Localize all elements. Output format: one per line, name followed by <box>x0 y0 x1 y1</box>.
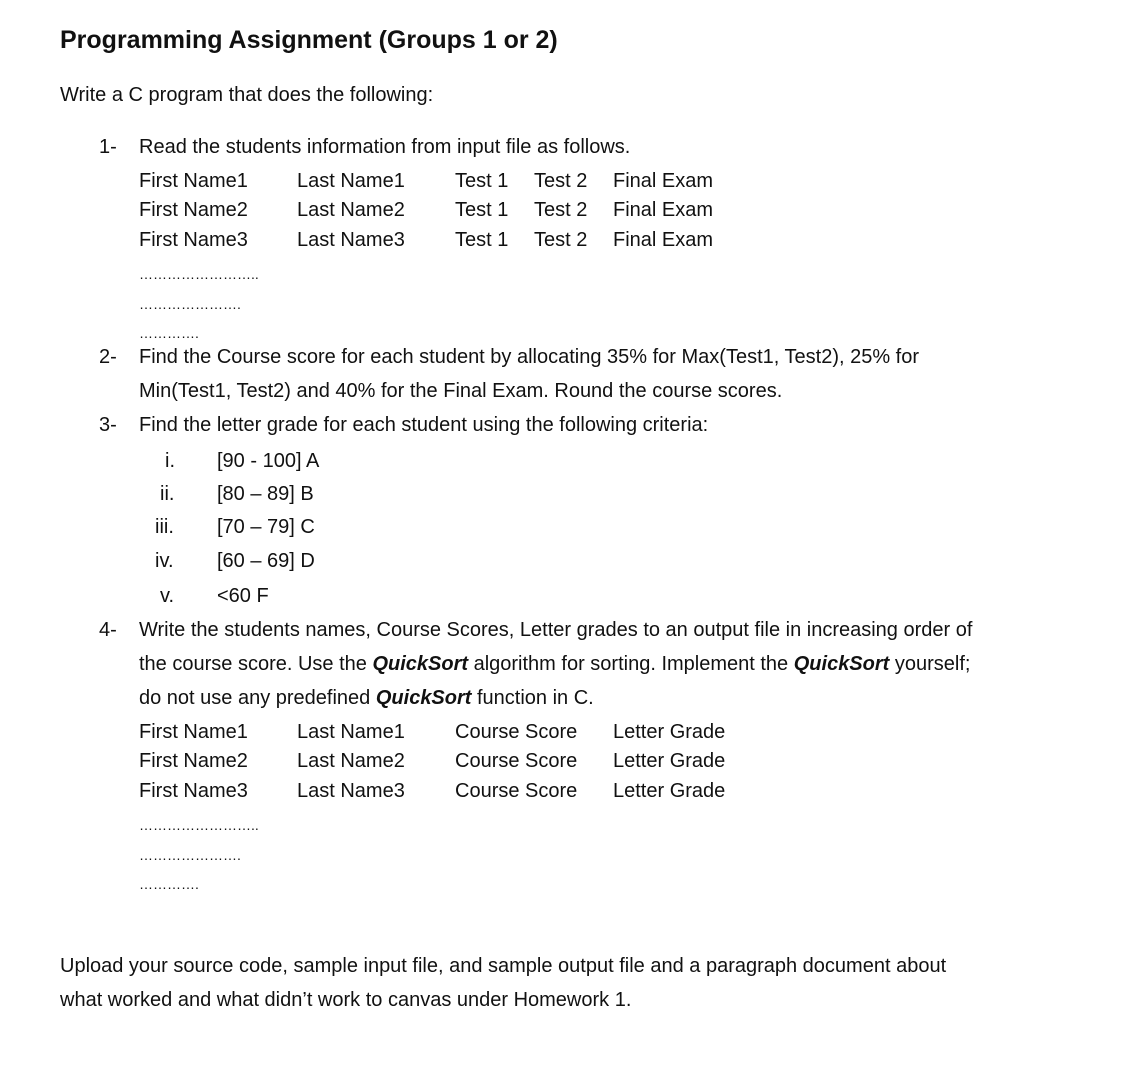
table-cell: Last Name2 <box>297 750 405 772</box>
page-title: Programming Assignment (Groups 1 or 2) <box>60 26 558 54</box>
criteria-text: [70 – 79] C <box>217 516 315 538</box>
table-cell: First Name2 <box>139 199 248 221</box>
criteria-text: [90 - 100] A <box>217 450 320 472</box>
step-text: Find the letter grade for each student using the following criteria: <box>139 414 709 436</box>
table-cell: First Name1 <box>139 721 248 743</box>
step-text: Read the students information from input file as follows. <box>139 136 631 158</box>
table-cell: Last Name2 <box>297 199 405 221</box>
ellipsis-line: …………………. <box>139 296 241 312</box>
step-number: 3- <box>99 414 117 436</box>
ellipsis-line: …………. <box>139 325 199 341</box>
ellipsis-line: …………………….. <box>139 817 259 833</box>
step-text: Find the Course score for each student by allocating 35% for Max(Test1, Test2), 25% for <box>139 346 920 368</box>
quicksort-emphasis: QuickSort <box>793 653 890 675</box>
table-cell: Course Score <box>455 721 578 743</box>
step-number: 4- <box>99 619 117 641</box>
table-cell: Letter Grade <box>613 721 726 743</box>
table-cell: First Name2 <box>139 750 248 772</box>
ellipsis-line: …………. <box>139 876 199 892</box>
quicksort-emphasis: QuickSort <box>372 653 469 675</box>
table-cell: Letter Grade <box>613 780 726 802</box>
intro-text: Write a C program that does the following: <box>60 84 434 106</box>
step-text: Min(Test1, Test2) and 40% for the Final Exam. Round the course scores. <box>139 380 783 402</box>
table-cell: Final Exam <box>613 170 714 192</box>
table-cell: Course Score <box>455 780 578 802</box>
table-cell: Last Name1 <box>297 170 405 192</box>
step-number: 1- <box>99 136 117 158</box>
table-cell: Last Name3 <box>297 780 405 802</box>
table-cell: Test 1 <box>455 229 509 251</box>
table-cell: Course Score <box>455 750 578 772</box>
ellipsis-line: …………………. <box>139 847 241 863</box>
roman-numeral: iii. <box>155 516 174 538</box>
step-text: the course score. Use the QuickSort algorithm for sorting. Implement the QuickSort yourself; <box>139 653 971 675</box>
footer-text: Upload your source code, sample input file, and sample output file and a paragraph document about <box>60 955 947 977</box>
table-cell: Final Exam <box>613 229 714 251</box>
table-cell: Test 1 <box>455 170 509 192</box>
roman-numeral: iv. <box>155 550 174 572</box>
step-text: Write the students names, Course Scores, Letter grades to an output file in increasing order of <box>139 619 973 641</box>
table-cell: Test 2 <box>534 199 588 221</box>
table-cell: Test 1 <box>455 199 509 221</box>
table-cell: Last Name3 <box>297 229 405 251</box>
roman-numeral: i. <box>165 450 175 472</box>
table-cell: Final Exam <box>613 199 714 221</box>
step-text: do not use any predefined QuickSort function in C. <box>139 687 594 709</box>
table-cell: First Name3 <box>139 780 248 802</box>
step-number: 2- <box>99 346 117 368</box>
criteria-text: [80 – 89] B <box>217 483 314 505</box>
criteria-text: [60 – 69] D <box>217 550 315 572</box>
table-cell: Letter Grade <box>613 750 726 772</box>
roman-numeral: v. <box>160 585 175 607</box>
table-cell: Test 2 <box>534 170 588 192</box>
table-cell: First Name3 <box>139 229 248 251</box>
ellipsis-line: …………………….. <box>139 266 259 282</box>
table-cell: Test 2 <box>534 229 588 251</box>
table-cell: Last Name1 <box>297 721 405 743</box>
roman-numeral: ii. <box>160 483 175 505</box>
quicksort-emphasis: QuickSort <box>375 687 472 709</box>
table-cell: First Name1 <box>139 170 248 192</box>
footer-text: what worked and what didn’t work to canvas under Homework 1. <box>60 989 632 1011</box>
criteria-text: <60 F <box>217 585 269 607</box>
